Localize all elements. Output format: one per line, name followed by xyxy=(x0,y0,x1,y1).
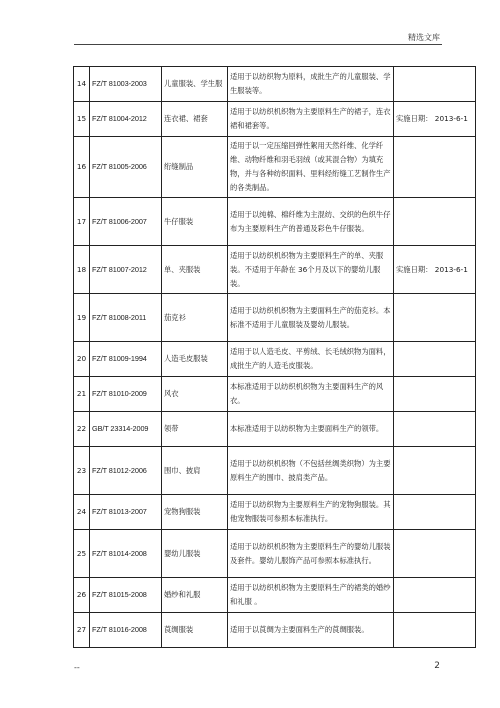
scope-description: 适用于以纯棉、棉纤维为主混纺、交织的色织牛仔布为主要原料生产的普通及彩色牛仔服装。 xyxy=(228,198,394,246)
row-number: 27 xyxy=(74,613,90,648)
scope-description: 适用于以纺织机织物为主要原料生产的裙子，连衣裙和裙套等。 xyxy=(228,102,394,137)
table-row xyxy=(74,447,476,495)
scope-description: 本标准适用于以纺织物为主要面料生产的领带。 xyxy=(228,412,394,447)
table-row xyxy=(74,613,476,648)
page-number: 2 xyxy=(434,661,440,671)
row-number: 19 xyxy=(74,294,90,342)
standard-code: FZ/T 81007-2012 xyxy=(90,246,162,294)
standard-code: FZ/T 81016-2008 xyxy=(90,613,162,648)
table-row xyxy=(74,137,476,198)
row-number: 18 xyxy=(74,246,90,294)
table-row xyxy=(74,67,476,102)
effective-date: 实施日期： 2013-6-1 xyxy=(394,246,476,294)
standard-code: FZ/T 81015-2008 xyxy=(90,578,162,613)
header-rule xyxy=(74,44,442,45)
effective-date xyxy=(394,137,476,198)
standard-code: FZ/T 81009-1994 xyxy=(90,342,162,377)
product-name: 围巾、披肩 xyxy=(162,447,228,495)
standard-code: FZ/T 81006-2007 xyxy=(90,198,162,246)
effective-date xyxy=(394,578,476,613)
row-number: 22 xyxy=(74,412,90,447)
effective-date xyxy=(394,530,476,578)
scope-description: 适用于以纺织物为主要原料生产的宠物狗服装。其他宠物服装可参照本标准执行。 xyxy=(228,495,394,530)
row-number: 24 xyxy=(74,495,90,530)
standard-code: FZ/T 81004-2012 xyxy=(90,102,162,137)
effective-date xyxy=(394,198,476,246)
standard-code: FZ/T 81005-2006 xyxy=(90,137,162,198)
product-name: 领带 xyxy=(162,412,228,447)
scope-description: 适用于以莨绸为主要面料生产的莨绸服装。 xyxy=(228,613,394,648)
scope-description: 适用于以纺织机织物为主要面料生产的茄克衫。本标准不适用于儿童服装及婴幼儿服装。 xyxy=(228,294,394,342)
standard-code: FZ/T 81012-2006 xyxy=(90,447,162,495)
table-row xyxy=(74,412,476,447)
page-header-text: 精选文库 xyxy=(408,33,440,42)
table-row xyxy=(74,198,476,246)
effective-date xyxy=(394,294,476,342)
scope-description: 适用于以纺织机织物为主要原料生产的裙类的婚纱和礼服 。 xyxy=(228,578,394,613)
standards-table-body xyxy=(74,67,476,648)
product-name: 儿童服装、学生服 xyxy=(162,67,228,102)
table-row xyxy=(74,495,476,530)
product-name: 莨绸服装 xyxy=(162,613,228,648)
standard-code: FZ/T 81008-2011 xyxy=(90,294,162,342)
effective-date xyxy=(394,613,476,648)
footer-mark: -- xyxy=(74,663,80,672)
scope-description: 适用于以纺织机织物（不包括丝绸类织物）为主要原料生产的围巾、披肩类产品。 xyxy=(228,447,394,495)
standard-code: FZ/T 81003-2003 xyxy=(90,67,162,102)
row-number: 17 xyxy=(74,198,90,246)
scope-description: 本标准适用于以纺织机织物为主要面料生产的风衣。 xyxy=(228,377,394,412)
table-row xyxy=(74,578,476,613)
product-name: 单、夹服装 xyxy=(162,246,228,294)
scope-description: 适用于以纺织机织物为主要原料生产的单、夹服装。不适用于年龄在 36个月及以下的婴幼儿服装。 xyxy=(228,246,394,294)
effective-date xyxy=(394,377,476,412)
product-name: 婴幼儿服装 xyxy=(162,530,228,578)
effective-date xyxy=(394,67,476,102)
row-number: 16 xyxy=(74,137,90,198)
product-name: 风衣 xyxy=(162,377,228,412)
table-row xyxy=(74,342,476,377)
standard-code: GB/T 23314-2009 xyxy=(90,412,162,447)
table-row xyxy=(74,294,476,342)
product-name: 连衣裙、裙套 xyxy=(162,102,228,137)
table-row xyxy=(74,530,476,578)
product-name: 茄克衫 xyxy=(162,294,228,342)
table-row xyxy=(74,102,476,137)
row-number: 26 xyxy=(74,578,90,613)
standards-table xyxy=(73,66,476,648)
product-name: 婚纱和礼服 xyxy=(162,578,228,613)
row-number: 25 xyxy=(74,530,90,578)
table-row xyxy=(74,246,476,294)
table-row xyxy=(74,377,476,412)
scope-description: 适用于以一定压缩回弹性絮用天然纤维、化学纤维、动物纤维和羽毛羽绒（或其混合物）为填充物，并与各种纺织面料、里料经绗缝工艺制作生产的各类制品。 xyxy=(228,137,394,198)
scope-description: 适用于以人造毛皮、平剪绒、长毛绒织物为面料，成批生产的人造毛皮服装。 xyxy=(228,342,394,377)
row-number: 23 xyxy=(74,447,90,495)
product-name: 人造毛皮服装 xyxy=(162,342,228,377)
effective-date xyxy=(394,342,476,377)
scope-description: 适用于以纺织机织物为主要原料生产的婴幼儿服装及套件。婴幼儿服饰产品可参照本标准执行。 xyxy=(228,530,394,578)
standard-code: FZ/T 81014-2008 xyxy=(90,530,162,578)
scope-description: 适用于以纺织物为原料，成批生产的儿童服装、学生服装等。 xyxy=(228,67,394,102)
standard-code: FZ/T 81010-2009 xyxy=(90,377,162,412)
effective-date xyxy=(394,412,476,447)
row-number: 15 xyxy=(74,102,90,137)
product-name: 牛仔服装 xyxy=(162,198,228,246)
effective-date xyxy=(394,447,476,495)
product-name: 绗缝制品 xyxy=(162,137,228,198)
row-number: 20 xyxy=(74,342,90,377)
standard-code: FZ/T 81013-2007 xyxy=(90,495,162,530)
row-number: 21 xyxy=(74,377,90,412)
row-number: 14 xyxy=(74,67,90,102)
effective-date xyxy=(394,495,476,530)
effective-date: 实施日期： 2013-6-1 xyxy=(394,102,476,137)
product-name: 宠物狗服装 xyxy=(162,495,228,530)
